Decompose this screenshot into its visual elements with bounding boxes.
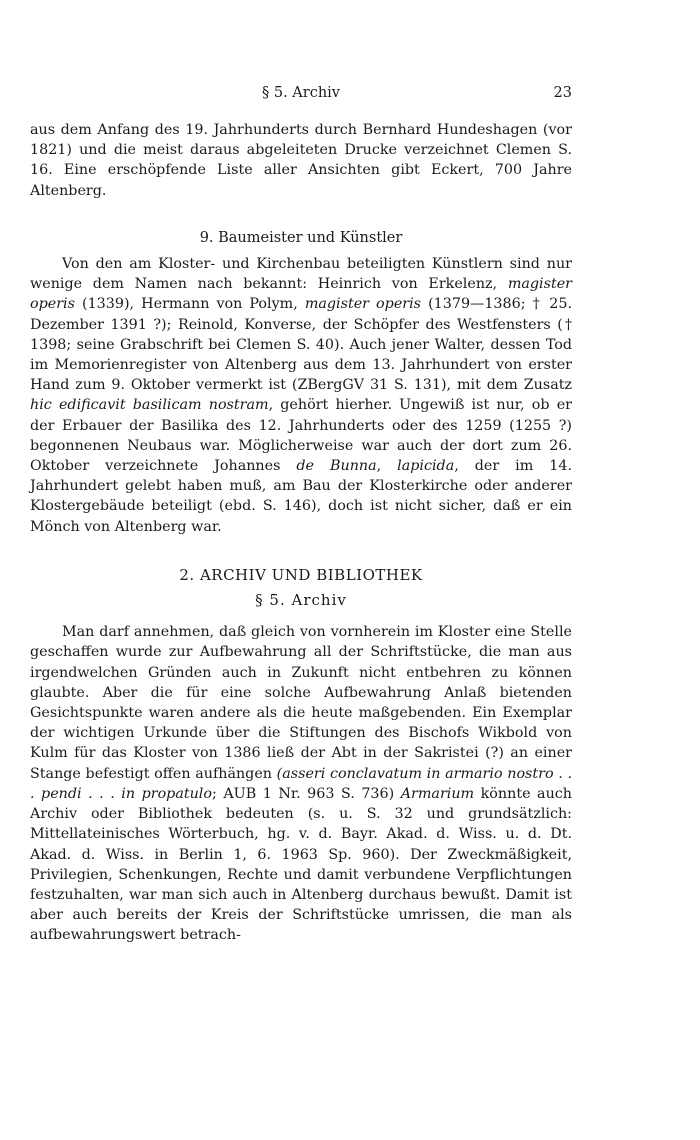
italic-run: magister operis <box>30 276 572 313</box>
text-run: , <box>376 458 398 475</box>
section-heading-baumeister: 9. Baumeister und Künstler <box>199 229 403 246</box>
text-run: (1379—1386; † 25. Dezember 1391 ?); Reinold, Konverse, der Schöpfer des Westfensters († 1398; seine Grabschrift bei Clemen S. 40). Auch jener Walter, dessen Tod im Memorienregister von Altenberg aus dem 13. Jahrhundert von erster Hand zum 9. Oktober vermerkt ist (ZBergGV 31 S. 131), mit dem Zusatz <box>30 296 573 394</box>
text-run: , der im 14. Jahrhundert gelebt haben muß, am Bau der Klosterkirche oder anderer Klostergebäude beteiligt (ebd. S. 146), doch ist nicht sicher, daß er ein Mönch von Altenberg war. <box>30 458 572 535</box>
text-run: , gehört hierher. Ungewiß ist nur, ob er der Erbauer der Basilika des 12. Jahrhunderts oder des 1259 (1255 ?) begonnenen Neubaus war. Möglicherweise war auch der dort zum 26. Oktober verzeichnete Johannes <box>30 397 572 475</box>
text-run: könnte auch Archiv oder Bibliothek bedeuten (s. u. S. 32 und grundsätzlich: Mittellateinisches Wörterbuch, hg. v. d. Bayr. Akad. d. Wiss. u. d. Dt. Akad. d. Wiss. in Berlin 1, 6. 1963 Sp. 960). Der Zweckmäßigkeit, Privilegien, Schenkungen, Rechte und damit verbundene Verpflichtungen festzuhalten, war man sich auch in Altenberg durchaus bewußt. Damit ist aber auch bereits der Kreis der Schriftstücke umrissen, die man als aufbewahrungswert betrach- <box>30 785 572 944</box>
italic-run: hic edificavit basilicam nostram <box>30 397 269 414</box>
italic-run: magister operis <box>304 296 422 313</box>
paragraph-baumeister <box>30 254 572 537</box>
italic-run: lapicida <box>397 458 455 475</box>
text-run: Von den am Kloster- und Kirchenbau beteiligten Künstlern sind nur wenige dem Namen nach bekannt: Heinrich von Erkelenz, <box>30 256 572 293</box>
chapter-heading: 2. ARCHIV UND BIBLIOTHEK <box>179 565 423 584</box>
italic-run: Armarium <box>400 785 475 802</box>
paragraph-archiv <box>30 622 572 945</box>
page-number: 23 <box>553 85 572 101</box>
subsection-heading: § 5. Archiv <box>255 591 347 610</box>
text-run: Man darf annehmen, daß gleich von vornherein im Kloster eine Stelle geschaffen wurde zur Aufbewahrung all der Schriftstücke, die man aus irgendwelchen Gründen auch in Zukunft nicht entbehren zu können glaubte. Aber die für eine solche Aufbewahrung Anlaß bietenden Gesichtspunkte waren andere als die heute maßgebenden. Ein Exemplar der wichtigen Urkunde über die Stiftungen des Bischofs Wikbold von Kulm für das Kloster von 1386 ließ der Abt in der Sakristei (?) an einer Stange befestigt offen aufhängen <box>30 624 572 782</box>
paragraph-intro: aus dem Anfang des 19. Jahrhunderts durch Bernhard Hundeshagen (vor 1821) und die meist daraus abgeleiteten Drucke verzeichnet Clemen S. 16. Eine erschöpfende Liste aller Ansichten gibt Eckert, 700 Jahre Altenberg. <box>30 122 572 199</box>
text-run: (1339), Hermann von Polym, <box>74 296 305 313</box>
italic-run: de Bunna <box>296 458 377 475</box>
text-run: ; AUB 1 Nr. 963 S. 736) <box>212 785 401 802</box>
running-head-title: § 5. Archiv <box>262 85 340 101</box>
italic-run: (asseri conclavatum in armario nostro . . . pendi . . . in propatulo <box>30 765 572 802</box>
page-body <box>30 120 572 946</box>
